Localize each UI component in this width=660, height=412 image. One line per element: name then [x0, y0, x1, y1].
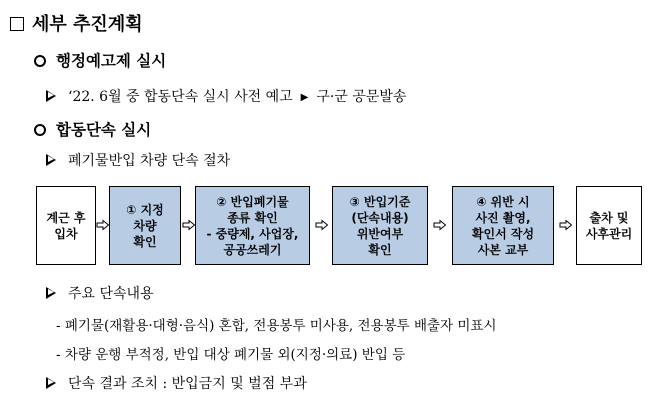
flow-step-4-label: ③ 반입기준 (단속내용) 위반여부 확인: [349, 194, 411, 257]
flow-arrow-icon: [96, 219, 110, 231]
circle-bullet-icon: [34, 124, 46, 136]
flow-step-5-label: ④ 위반 시 사진 촬영, 확인서 작성 사본 교부: [471, 194, 535, 257]
section1-title: 행정예고제 실시: [56, 52, 167, 70]
flow-step-3-label: ② 반입폐기물 종류 확인 - 중량제, 사업장, 공공쓰레기: [206, 194, 299, 257]
page-heading: [10, 10, 143, 36]
flow-arrow-icon: [559, 219, 573, 231]
flow-step-1: [36, 186, 96, 265]
section2-title-row: [34, 118, 151, 140]
triangle-bullet-icon: [46, 90, 56, 102]
flow-step-5: [452, 186, 554, 265]
triangle-bullet-icon: [46, 154, 56, 166]
section1-title-row: [34, 49, 166, 71]
arrowhead-icon: ▶: [300, 92, 309, 103]
content-item: [56, 343, 405, 363]
procedure-title-row: [46, 150, 230, 170]
content-item-1: - 폐기물(재활용·대형·음식) 혼합, 전용봉투 미사용, 전용봉투 배출자 미표시: [56, 318, 497, 334]
main-content-title-row: [46, 283, 154, 303]
main-content-title: 주요 단속내용: [68, 286, 154, 302]
section1-item-part2: 구·군 공문발송: [316, 89, 407, 105]
section1-item-part1: ‘22. 6월 중 합동단속 실시 사전 예고: [68, 89, 293, 105]
flow-step-2-label: ① 지정 차량 확인: [126, 202, 164, 249]
content-item-2: - 차량 운행 부적정, 반입 대상 폐기물 외(지정·의료) 반입 등: [56, 347, 406, 363]
section1-item: [46, 86, 406, 106]
content-item: [56, 314, 497, 334]
flow-arrow-icon: [433, 219, 447, 231]
flow-arrow-icon: [315, 219, 329, 231]
triangle-bullet-icon: [46, 287, 56, 299]
circle-bullet-icon: [34, 55, 46, 67]
result-text: 단속 결과 조치 : 반입금지 및 벌점 부과: [68, 376, 307, 392]
flow-step-2: [109, 186, 181, 265]
triangle-bullet-icon: [46, 377, 56, 389]
flow-step-6-label: 출차 및 사후관리: [585, 210, 633, 241]
flow-arrow-icon: [182, 219, 196, 231]
section2-title: 합동단속 실시: [56, 121, 152, 139]
result-row: [46, 373, 307, 393]
flow-step-4: [332, 186, 428, 265]
procedure-title: 폐기물반입 차량 단속 절차: [68, 153, 231, 169]
flow-step-1-label: 계근 후 입차: [46, 210, 86, 241]
heading-title: 세부 추진계획: [32, 14, 143, 35]
flow-step-3: [195, 186, 310, 265]
square-bullet-icon: [10, 17, 24, 31]
flow-step-6: [576, 186, 642, 265]
